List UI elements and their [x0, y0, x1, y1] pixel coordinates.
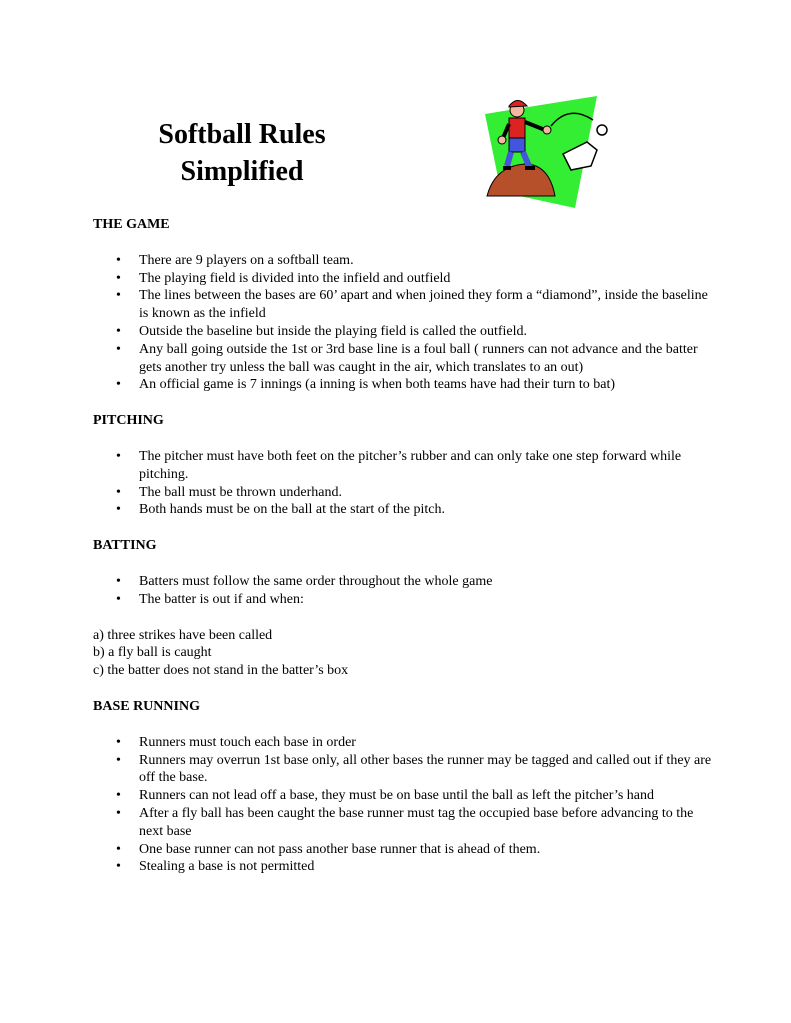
out-condition: b) a fly ball is caught [93, 645, 212, 661]
list-item: • Outside the baseline but inside the playing field is called the outfield. [93, 323, 713, 341]
list-item: • After a fly ball has been caught the base runner must tag the occupied base before advancing to the next base [93, 805, 713, 841]
list-item: • The batter is out if and when: [93, 591, 713, 609]
out-condition: a) three strikes have been called [93, 627, 273, 643]
list-item: • The playing field is divided into the infield and outfield [93, 270, 713, 288]
section-heading-pitching: PITCHING [93, 413, 164, 429]
title-line-2: Simplified [180, 156, 304, 187]
list-item: • The lines between the bases are 60’ apart and when joined they form a “diamond”, inside the baseline is known as the infield [93, 287, 713, 323]
list-item: • Any ball going outside the 1st or 3rd base line is a foul ball ( runners can not advance and the batter gets another try unless the ball was caught in the air, which translates to an out) [93, 341, 713, 377]
list-item: • Both hands must be on the ball at the start of the pitch. [93, 501, 713, 519]
rules-content [93, 216, 713, 894]
batting-list [93, 573, 713, 609]
list-item: • Runners must touch each base in order [93, 734, 713, 752]
list-item: • Runners can not lead off a base, they must be on base until the ball as left the pitcher’s hand [93, 787, 713, 805]
list-item: • Batters must follow the same order throughout the whole game [93, 573, 713, 591]
pitching-list [93, 448, 713, 519]
section-heading-the-game: THE GAME [93, 217, 170, 232]
base-running-list [93, 734, 713, 876]
section-heading-base-running: BASE RUNNING [93, 698, 200, 714]
section-heading-batting: BATTING [93, 538, 157, 554]
title-line-1: Softball Rules [158, 119, 326, 150]
ball [597, 125, 607, 135]
list-item: • Stealing a base is not permitted [93, 858, 713, 876]
page-title [122, 116, 362, 190]
list-item: • One base runner can not pass another base runner that is ahead of them. [93, 841, 713, 859]
list-item: • The ball must be thrown underhand. [93, 484, 713, 502]
list-item: • There are 9 players on a softball team. [93, 252, 713, 270]
batting-out-conditions [93, 627, 713, 680]
softball-pitcher-icon [483, 96, 613, 210]
list-item: • Runners may overrun 1st base only, all other bases the runner may be tagged and called out if they are off the base. [93, 752, 713, 788]
the-game-list [93, 252, 713, 394]
out-condition: c) the batter does not stand in the batter’s box [93, 663, 349, 679]
list-item: • The pitcher must have both feet on the pitcher’s rubber and can only take one step forward while pitching. [93, 448, 713, 484]
list-item: • An official game is 7 innings (a inning is when both teams have had their turn to bat) [93, 376, 713, 394]
